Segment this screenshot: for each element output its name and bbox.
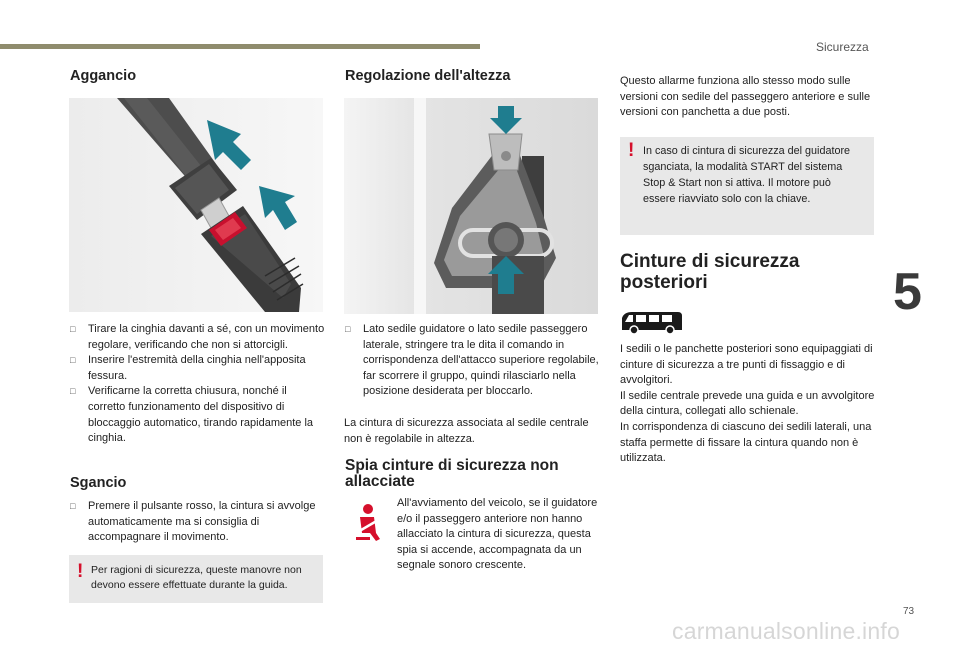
watermark: carmanualsonline.info (672, 618, 900, 644)
warning-box-guida (69, 555, 323, 603)
spia-text: All'avviamento del veicolo, se il guidatore e/o il passeggero anteriore non hanno allacciato la cintura di sicurezza, questa spia si accende, accompagnata da un segnale sonoro crescente. (397, 497, 598, 572)
regolazione-list (344, 322, 600, 400)
buckle-illustration (69, 98, 323, 312)
seatbelt-buckle-icon (69, 98, 323, 312)
warning-icon: ! (628, 140, 635, 161)
col3-intro: Questo allarme funziona allo stesso modo sulle versioni con sedile del passeggero anteriore e sulle versioni con panchetta a due posti. (620, 75, 871, 119)
list-item: □ Inserire l'estremità della cinghia nell'apposita fessura. (69, 353, 325, 384)
aggancio-list (69, 322, 325, 447)
warning-box-start (620, 137, 874, 235)
sgancio-list (69, 499, 325, 546)
title-regolazione: Regolazione dell'altezza (345, 68, 511, 84)
title-aggancio: Aggancio (70, 68, 137, 84)
list-item: □ Tirare la cinghia davanti a sé, con un movimento regolare, verificando che non si attorcigli. (69, 322, 325, 353)
van-icon (620, 308, 684, 336)
header-bar (0, 44, 480, 49)
page-number: 73 (903, 606, 915, 617)
seatbelt-warning-icon (350, 503, 386, 543)
warning-text: In caso di cintura di sicurezza del guidatore sganciata, la modalità START del sistema Stop & Start non si attiva. Il motore può essere riavviato solo con la chiave. (643, 145, 851, 205)
section-label: Sicurezza (816, 40, 869, 54)
title-posteriori: Cinture di sicurezza posteriori (620, 251, 800, 293)
list-item: □ Premere il pulsante rosso, la cintura si avvolge automaticamente ma si consiglia di accompagnare il movimento. (69, 499, 325, 546)
title-sgancio: Sgancio (70, 475, 127, 491)
chapter-number: 5 (893, 263, 922, 321)
list-item: □ Verificarne la corretta chiusura, nonché il corretto funzionamento del dispositivo di bloccaggio automatico, tirando rapidamente la cinghia. (69, 384, 325, 446)
warning-icon: ! (77, 561, 84, 582)
title-spia: Spia cinture di sicurezza non allacciate (345, 457, 559, 490)
height-adjust-illustration (344, 98, 598, 314)
warning-text: Per ragioni di sicurezza, queste manovre non devono essere effettuate durante la guida. (91, 564, 302, 592)
posteriori-text: I sedili o le panchette posteriori sono equipaggiati di cinture di sicurezza a tre punti di fissaggio e di avvolgitori. Il sedile centrale prevede una guida e un avvolgitore della cintura, collegati allo schienale. In corrispondenza di ciascuno dei sedili laterali, una staffa permette di fissare la cintura quando non è utilizzata. (620, 343, 875, 465)
list-item: □ Lato sedile guidatore o lato sedile passeggero laterale, stringere tra le dita il comando in corrispondenza dell'attacco superiore regolabile, far scorrere il gruppo, quindi rilasciarlo nella posizione desiderata per bloccarlo. (344, 322, 600, 400)
height-adjuster-icon (344, 98, 598, 314)
regolazione-note: La cintura di sicurezza associata al sedile centrale non è regolabile in altezza. (344, 417, 589, 445)
